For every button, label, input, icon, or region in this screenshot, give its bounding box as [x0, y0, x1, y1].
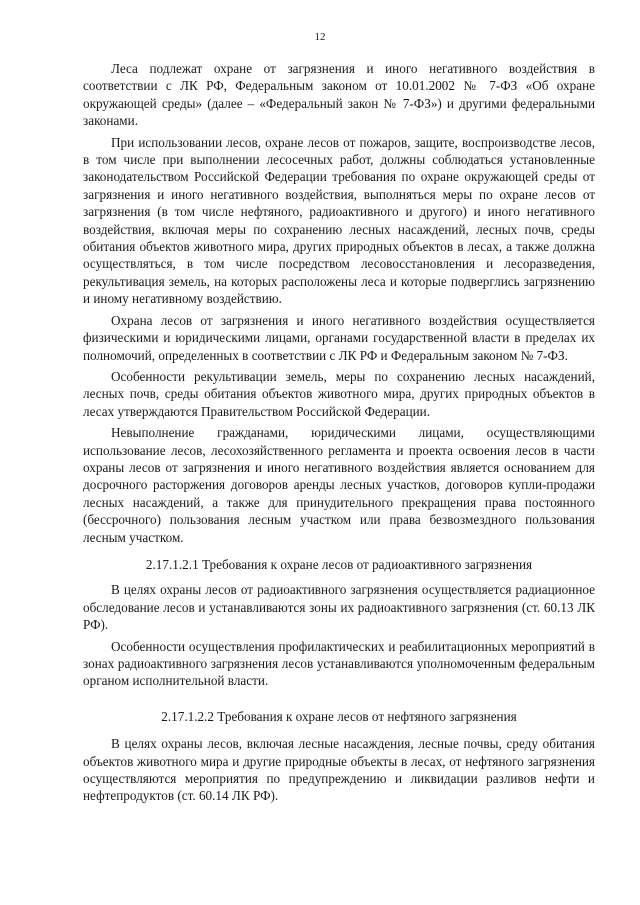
paragraph: Леса подлежат охране от загрязнения и иного негативного воздействия в соответствии с ЛК РФ, Федеральным законом от 10.01.2002 № 7-ФЗ «Об охране окружающей среды» (далее – «Федеральный закон № 7-ФЗ») и другими федеральными законами.	[83, 61, 595, 129]
paragraph: Особенности осуществления профилактических и реабилитационных мероприятий в зонах радиоактивного загрязнения лесов устанавливаются уполномоченным федеральным органом исполнительной власти.	[83, 638, 595, 689]
paragraph: Особенности рекультивации земель, меры по сохранению лесных насаждений, лесных почв, среды обитания объектов животного мира, других природных объектов в лесах утверждаются Правительством Российской Федерации.	[83, 368, 595, 419]
section-heading-radioactive: 2.17.1.2.1 Требования к охране лесов от радиоактивного загрязнения	[145, 556, 533, 572]
page-number: 12	[314, 31, 326, 43]
paragraph: Невыполнение гражданами, юридическими лицами, осуществляющими использование лесов, лесохозяйственного регламента и проекта освоения лесов в части охраны лесов от загрязнения и иного негативного воздействия является основанием для досрочного расторжения договоров аренды лесных участков, договоров купли-продажи лесных насаждений, а также для принудительного прекращения права постоянного (бессрочного) пользования лесным участком или права безвозмездного пользования лесным участком.	[83, 425, 595, 545]
paragraph: Охрана лесов от загрязнения и иного негативного воздействия осуществляется физическими и юридическими лицами, органами государственной власти в пределах их полномочий, определенных в соответствии с ЛК РФ и Федеральным законом № 7-ФЗ.	[83, 312, 595, 363]
paragraph: В целях охраны лесов от радиоактивного загрязнения осуществляется радиационное обследование лесов и устанавливаются зоны их радиоактивного загрязнения (ст. 60.13 ЛК РФ).	[83, 582, 595, 633]
document-body	[83, 60, 595, 805]
paragraph: При использовании лесов, охране лесов от пожаров, защите, воспроизводстве лесов, в том числе при выполнении лесосечных работ, должны соблюдаться установленные законодательством Российской Федерации требования по охране окружающей среды от загрязнения и иного негативного воздействия, выполняться меры по охране лесов от загрязнения (в том числе нефтяного, радиоактивного и другого) и иного негативного воздействия, включая меры по сохранению лесных насаждений, лесных почв, среды обитания объектов животного мира, других природных объектов в лесах, а также должна осуществляться, в том числе посредством лесовосстановления и лесоразведения, рекультивация земель, на которых расположены леса и которые подверглись загрязнению и иному негативному воздействию.	[83, 134, 595, 307]
paragraph: В целях охраны лесов, включая лесные насаждения, лесные почвы, среду обитания объектов животного мира и другие природные объекты в лесах, от нефтяного загрязнения осуществляются мероприятия по предупреждению и ликвидации разливов нефти и нефтепродуктов (ст. 60.14 ЛК РФ).	[83, 736, 595, 804]
section-heading-oil: 2.17.1.2.2 Требования к охране лесов от нефтяного загрязнения	[161, 708, 517, 724]
